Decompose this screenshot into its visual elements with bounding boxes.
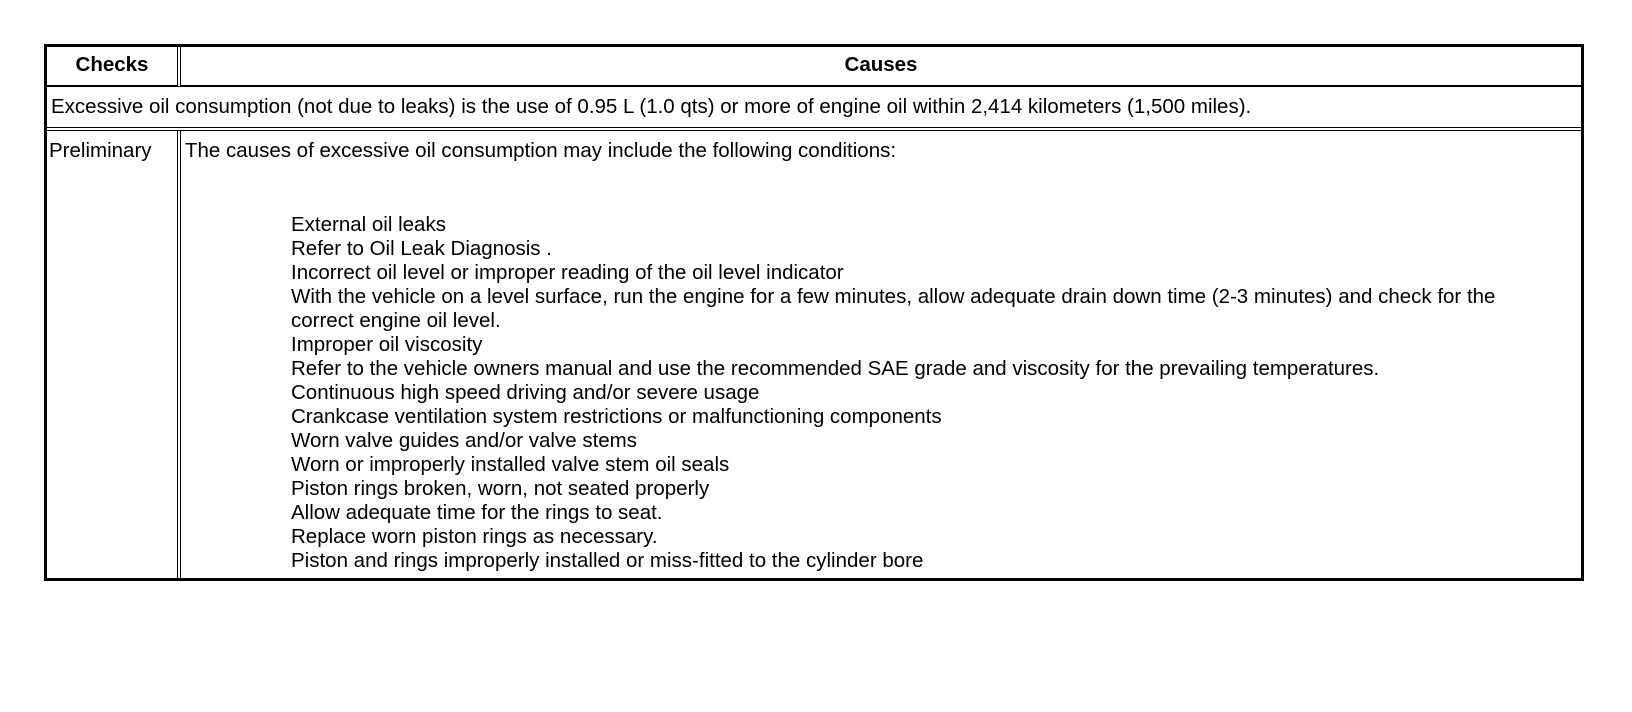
- causes-intro: The causes of excessive oil consumption may include the following conditions:: [185, 139, 897, 162]
- cause-item: Improper oil viscosity: [291, 333, 483, 356]
- cause-item: Worn or improperly installed valve stem oil seals: [291, 453, 730, 476]
- definition-row: [47, 87, 1581, 131]
- causes-cell: [181, 131, 1581, 578]
- header-causes: Causes: [181, 47, 1581, 87]
- cause-item: Continuous high speed driving and/or severe usage: [291, 381, 760, 404]
- preliminary-row: [47, 131, 1581, 578]
- cause-item: Replace worn piston rings as necessary.: [291, 525, 658, 548]
- cause-item: Crankcase ventilation system restrictions or malfunctioning components: [291, 405, 942, 428]
- causes-list: [185, 213, 1581, 573]
- cause-item: Worn valve guides and/or valve stems: [291, 429, 638, 452]
- cause-item: Incorrect oil level or improper reading of the oil level indicator: [291, 261, 844, 284]
- cause-item: Piston and rings improperly installed or miss-fitted to the cylinder bore: [291, 549, 924, 572]
- check-label: Preliminary: [47, 131, 181, 578]
- cause-item: Piston rings broken, worn, not seated properly: [291, 477, 710, 500]
- cause-item: Allow adequate time for the rings to seat.: [291, 501, 663, 524]
- cause-item: Refer to Oil Leak Diagnosis .: [291, 237, 552, 260]
- header-row: [47, 47, 1581, 87]
- definition-text: Excessive oil consumption (not due to leaks) is the use of 0.95 L (1.0 qts) or more of engine oil within 2,414 kilometers (1,500 miles).: [47, 87, 1581, 131]
- diagnosis-table: [44, 44, 1584, 581]
- cause-item: External oil leaks: [291, 213, 446, 236]
- cause-item: Refer to the vehicle owners manual and use the recommended SAE grade and viscosity for the prevailing temperatures.: [291, 357, 1380, 380]
- header-checks: Checks: [47, 47, 181, 87]
- cause-item: With the vehicle on a level surface, run the engine for a few minutes, allow adequate drain down time (2-3 minutes) and check for the correct engine oil level.: [291, 285, 1496, 332]
